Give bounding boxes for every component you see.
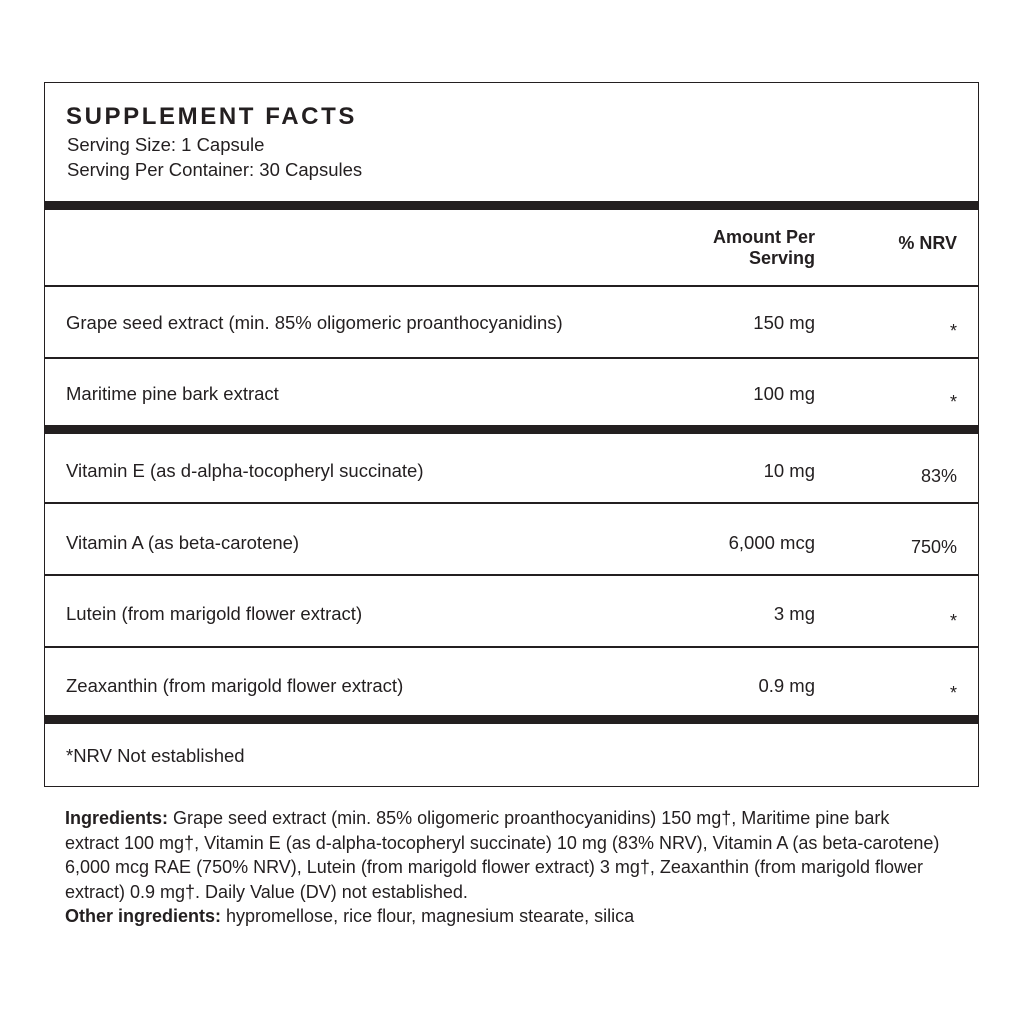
divider [45, 285, 978, 287]
ingredients-paragraph [65, 806, 945, 904]
divider [45, 502, 978, 504]
other-ingredients-paragraph [65, 904, 945, 929]
supplement-facts-panel [44, 82, 979, 787]
other-ingredients-text: hypromellose, rice flour, magnesium stearate, silica [221, 906, 635, 926]
nutrient-amount: 3 mg [773, 603, 815, 624]
nrv-footnote: *NRV Not established [66, 745, 245, 766]
column-header-amount-line2: Serving [748, 248, 815, 268]
thick-divider [45, 201, 978, 210]
nutrient-amount: 0.9 mg [758, 675, 815, 696]
servings-per-container: Serving Per Container: 30 Capsules [67, 159, 363, 180]
nutrient-nrv: * [949, 392, 957, 412]
nutrient-name: Maritime pine bark extract [66, 383, 279, 404]
nutrient-nrv: * [949, 611, 957, 631]
divider [45, 357, 978, 359]
nutrient-nrv: 750% [910, 537, 957, 557]
nutrient-amount: 10 mg [763, 460, 815, 481]
nutrient-amount: 150 mg [753, 312, 815, 333]
thick-divider [45, 425, 978, 434]
nutrient-amount: 100 mg [753, 383, 815, 404]
nutrient-nrv: 83% [920, 466, 957, 486]
ingredients-label: Ingredients: [65, 808, 169, 828]
thick-divider [45, 715, 978, 724]
column-header-amount-line1: Amount Per [712, 227, 815, 247]
facts-header [45, 83, 978, 201]
divider [45, 574, 978, 576]
nutrient-name: Vitamin E (as d-alpha-tocopheryl succinate) [66, 460, 424, 481]
nutrient-nrv: * [949, 321, 957, 341]
nutrient-name: Vitamin A (as beta-carotene) [66, 532, 300, 553]
serving-size: Serving Size: 1 Capsule [67, 134, 265, 155]
ingredients-block [65, 806, 945, 929]
ingredients-text: Grape seed extract (min. 85% oligomeric proanthocyanidins) 150 mg†, Maritime pine bark extract 100 mg†, Vitamin E (as d-alpha-tocopheryl succinate) 10 mg (83% NRV), Vitamin A (as beta-carotene) 6,000 mcg RAE (750% NRV), Lutein (from marigold flower extract) 3 mg†, Zeaxanthin (from marigold flower extract) 0.9 mg†. Daily Value (DV) not established. [65, 808, 940, 902]
facts-title: SUPPLEMENT FACTS [66, 103, 357, 130]
nutrient-nrv: * [949, 683, 957, 703]
nutrient-name: Lutein (from marigold flower extract) [66, 603, 363, 624]
divider [45, 646, 978, 648]
column-header-nrv: % NRV [898, 233, 957, 253]
nutrient-name: Grape seed extract (min. 85% oligomeric proanthocyanidins) [66, 312, 563, 333]
nutrient-amount: 6,000 mcg [728, 532, 815, 553]
column-header-amount [713, 227, 815, 269]
other-ingredients-label: Other ingredients: [65, 906, 222, 926]
nutrient-name: Zeaxanthin (from marigold flower extract) [66, 675, 404, 696]
